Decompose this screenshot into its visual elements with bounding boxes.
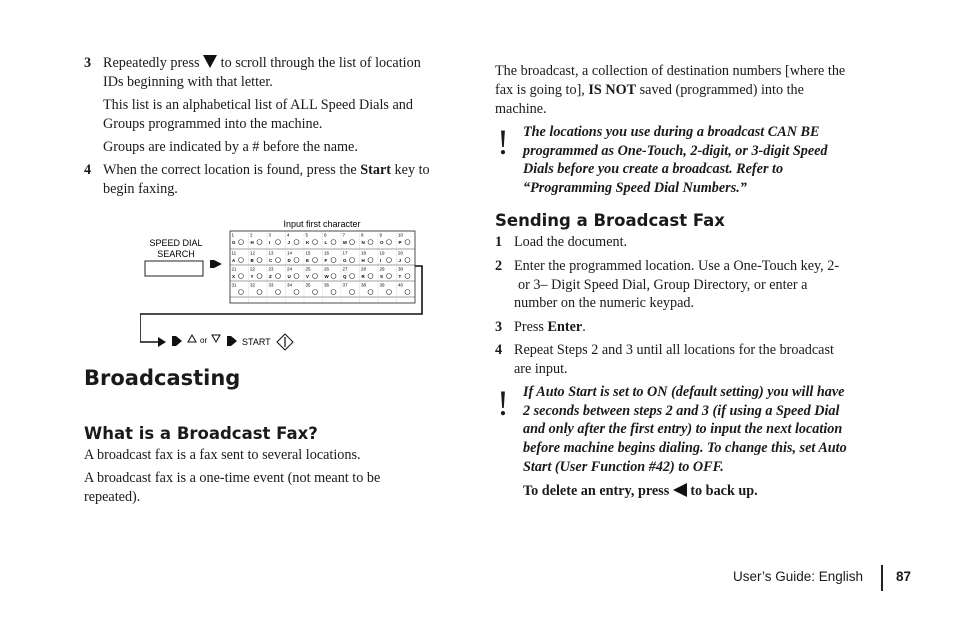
grid-cell-letter: H: [361, 258, 365, 263]
grid-cell-letter: L: [324, 240, 328, 245]
intro-3: machine.: [495, 101, 547, 117]
step-number: 3: [495, 319, 503, 335]
grid-cell-letter: X: [232, 274, 236, 279]
note1-line2: programmed as One-Touch, 2-digit, or 3-digit Speed: [523, 143, 828, 159]
start-key-label: Start: [360, 162, 391, 178]
grid-cell-number: 37: [342, 282, 348, 288]
grid-cell-number: 30: [398, 266, 404, 272]
note-exclamation-icon: !: [497, 383, 509, 423]
grid-cell-number: 5: [305, 232, 309, 238]
grid-cell-number: 4: [287, 232, 290, 238]
grid-cell-number: 28: [361, 266, 367, 272]
grid-title: Input first character: [283, 219, 361, 229]
grid-cell-number: 12: [250, 250, 256, 256]
send-step2-line2: or 3– Digit Speed Dial, Group Directory, or enter a: [518, 277, 808, 293]
speed-dial-search-diagram: [140, 214, 430, 359]
intro-2a: fax is going to],: [495, 82, 585, 98]
left-arrow-icon: [673, 483, 687, 497]
para-list-2: Groups programmed into the machine.: [103, 116, 323, 132]
grid-cell-letter: F: [324, 258, 328, 263]
grid-cell-number: 15: [305, 250, 311, 256]
speed-dial-label-1: SPEED DIAL: [149, 238, 203, 248]
para-what-1: A broadcast fax is a fax sent to several locations.: [84, 447, 361, 463]
grid-cell-number: 31: [231, 282, 237, 288]
grid-cell-letter: P: [398, 240, 402, 245]
grid-cell-number: 3: [268, 232, 272, 238]
grid-cell-letter: B: [250, 258, 254, 263]
grid-cell-letter: E: [306, 258, 310, 263]
grid-cell-letter: D: [287, 258, 291, 263]
note1-line3: Dials before you create a broadcast. Refer to: [523, 161, 784, 177]
grid-cell-number: 13: [268, 250, 274, 256]
grid-cell-number: 32: [250, 282, 256, 288]
intro-2: [495, 81, 804, 100]
down-triangle-icon: [212, 335, 220, 342]
step4-line2: begin faxing.: [103, 181, 178, 197]
grid-cell-letter: K: [306, 240, 310, 245]
step-number: 3: [84, 55, 92, 71]
grid-cell-letter: H: [250, 240, 254, 245]
grid-cell-number: 1: [231, 232, 235, 238]
step3-line2: IDs beginning with that letter.: [103, 74, 273, 90]
grid-cell-letter: A: [232, 258, 236, 263]
grid-cell-number: 11: [231, 250, 237, 256]
grid-cell-number: 29: [379, 266, 385, 272]
grid-cell-number: 8: [361, 232, 364, 238]
heading-sending: Sending a Broadcast Fax: [495, 211, 725, 230]
grid-cell-letter: Y: [250, 274, 254, 279]
send-step4-line1: Repeat Steps 2 and 3 until all locations for the broadcast: [514, 342, 834, 358]
note2-line2: 2 seconds between steps 2 and 3 (if using a Speed Dial: [523, 403, 840, 419]
intro-2b: IS NOT: [588, 82, 637, 98]
intro-1: The broadcast, a collection of destination numbers [where the: [495, 63, 846, 79]
flow-arrowhead: [158, 337, 166, 347]
grid-cell-letter: W: [324, 274, 329, 279]
diagram-svg: [140, 214, 430, 359]
step-number: 4: [495, 342, 503, 358]
grid-cell-number: 38: [361, 282, 367, 288]
grid-cell-number: 25: [305, 266, 311, 272]
grid-cell-number: 10: [398, 232, 404, 238]
speed-dial-label-2: SEARCH: [157, 249, 195, 259]
grid-cell-number: 9: [379, 232, 383, 238]
grid-cell-number: 22: [250, 266, 256, 272]
down-arrow-icon: [203, 55, 217, 68]
step4-post: key to: [394, 162, 430, 178]
arrow-stem: [227, 336, 231, 346]
step-number: 4: [84, 162, 92, 178]
step3-text: [103, 54, 421, 73]
step-number: 1: [495, 234, 503, 250]
note1-line1: The locations you use during a broadcast CAN BE: [523, 124, 820, 140]
delete-pre: To delete an entry, press: [523, 483, 670, 499]
character-grid: [230, 231, 415, 303]
arrow-right-icon: [214, 260, 222, 268]
or-label: or: [200, 336, 208, 345]
grid-cell-letter: O: [380, 240, 384, 245]
step-number: 2: [495, 258, 503, 274]
note2-line3: and only after the first entry) to input the next location: [523, 421, 843, 437]
grid-cell-letter: T: [398, 274, 402, 279]
arrow-right-icon: [231, 336, 237, 346]
grid-cell-letter: V: [306, 274, 310, 279]
start-label: START: [242, 337, 271, 347]
grid-cell-letter: I: [269, 240, 271, 245]
grid-cell-number: 14: [287, 250, 293, 256]
grid-cell-number: 20: [398, 250, 404, 256]
note-exclamation-icon: !: [497, 122, 509, 162]
enter-key-label: Enter: [547, 319, 583, 335]
send-step1: Load the document.: [514, 234, 628, 250]
heading-what-is: What is a Broadcast Fax?: [84, 424, 318, 443]
grid-cell-number: 35: [305, 282, 311, 288]
para-what-2a: A broadcast fax is a one-time event (not meant to be: [84, 470, 381, 486]
grid-cell-letter: J: [287, 240, 291, 245]
grid-cell-letter: U: [287, 274, 291, 279]
grid-cell-number: 19: [379, 250, 385, 256]
delete-entry-text: [523, 482, 758, 501]
grid-cell-letter: Q: [343, 274, 347, 279]
note2-line5: Start (User Function #42) to OFF.: [523, 459, 724, 475]
page-number: 87: [896, 569, 912, 584]
grid-cell-letter: I: [380, 258, 382, 263]
intro-2c: saved (programmed) into the: [639, 82, 804, 98]
grid-cell-letter: S: [380, 274, 384, 279]
note2-line1: If Auto Start is set to ON (default setting) you will have: [523, 384, 845, 400]
grid-cell-number: 34: [287, 282, 293, 288]
arrow-stem: [210, 260, 214, 268]
heading-broadcasting: Broadcasting: [84, 366, 241, 390]
grid-cell-number: 17: [342, 250, 348, 256]
step3-post: to scroll through the list of location: [220, 55, 421, 71]
para-what-2b: repeated).: [84, 489, 141, 505]
grid-cell-letter: Z: [269, 274, 272, 279]
grid-cell-number: 24: [287, 266, 293, 272]
grid-cell-letter: C: [269, 258, 273, 263]
send-step4-line2: are input.: [514, 361, 568, 377]
arrow-stem: [172, 336, 176, 346]
grid-cell-number: 26: [324, 266, 330, 272]
grid-cell-number: 21: [231, 266, 237, 272]
grid-cell-letter: G: [343, 258, 347, 263]
grid-cell-number: 27: [342, 266, 348, 272]
grid-cell-number: 40: [398, 282, 404, 288]
grid-cell-number: 18: [361, 250, 367, 256]
step3-pre: Repeatedly press: [103, 55, 200, 71]
grid-cell-letter: G: [232, 240, 236, 245]
note1-line4: “Programming Speed Dial Numbers.”: [523, 180, 747, 196]
grid-cell-letter: R: [361, 274, 365, 279]
step4-text: [103, 161, 430, 180]
send-step3: [514, 318, 586, 337]
footer-divider: [881, 565, 883, 591]
note2-line4: before machine begins dialing. To change this, set Auto: [523, 440, 847, 456]
grid-cell-number: 23: [268, 266, 274, 272]
grid-cell-number: 36: [324, 282, 330, 288]
step4-pre: When the correct location is found, press the: [103, 162, 357, 178]
up-triangle-icon: [188, 335, 196, 342]
grid-cell-number: 7: [342, 232, 346, 238]
delete-post: to back up.: [690, 483, 758, 499]
lcd-display-box: [145, 261, 203, 276]
send-step3-post: .: [582, 319, 586, 335]
grid-cell-number: 33: [268, 282, 274, 288]
send-step2-line3: number on the numeric keypad.: [514, 295, 695, 311]
send-step2-line1: Enter the programmed location. Use a One-Touch key, 2-: [514, 258, 840, 274]
grid-cell-number: 6: [324, 232, 327, 238]
grid-cell-number: 39: [379, 282, 385, 288]
grid-cell-number: 2: [250, 232, 253, 238]
arrow-right-icon: [176, 336, 182, 346]
send-step3-pre: Press: [514, 319, 544, 335]
grid-cell-number: 16: [324, 250, 330, 256]
grid-cell-letter: N: [361, 240, 365, 245]
para-groups: Groups are indicated by a # before the name.: [103, 139, 358, 155]
grid-cell-letter: J: [398, 258, 402, 263]
para-list-1: This list is an alphabetical list of ALL Speed Dials and: [103, 97, 413, 113]
footer-guide: User’s Guide: English: [733, 569, 864, 584]
grid-cell-letter: M: [343, 240, 347, 245]
